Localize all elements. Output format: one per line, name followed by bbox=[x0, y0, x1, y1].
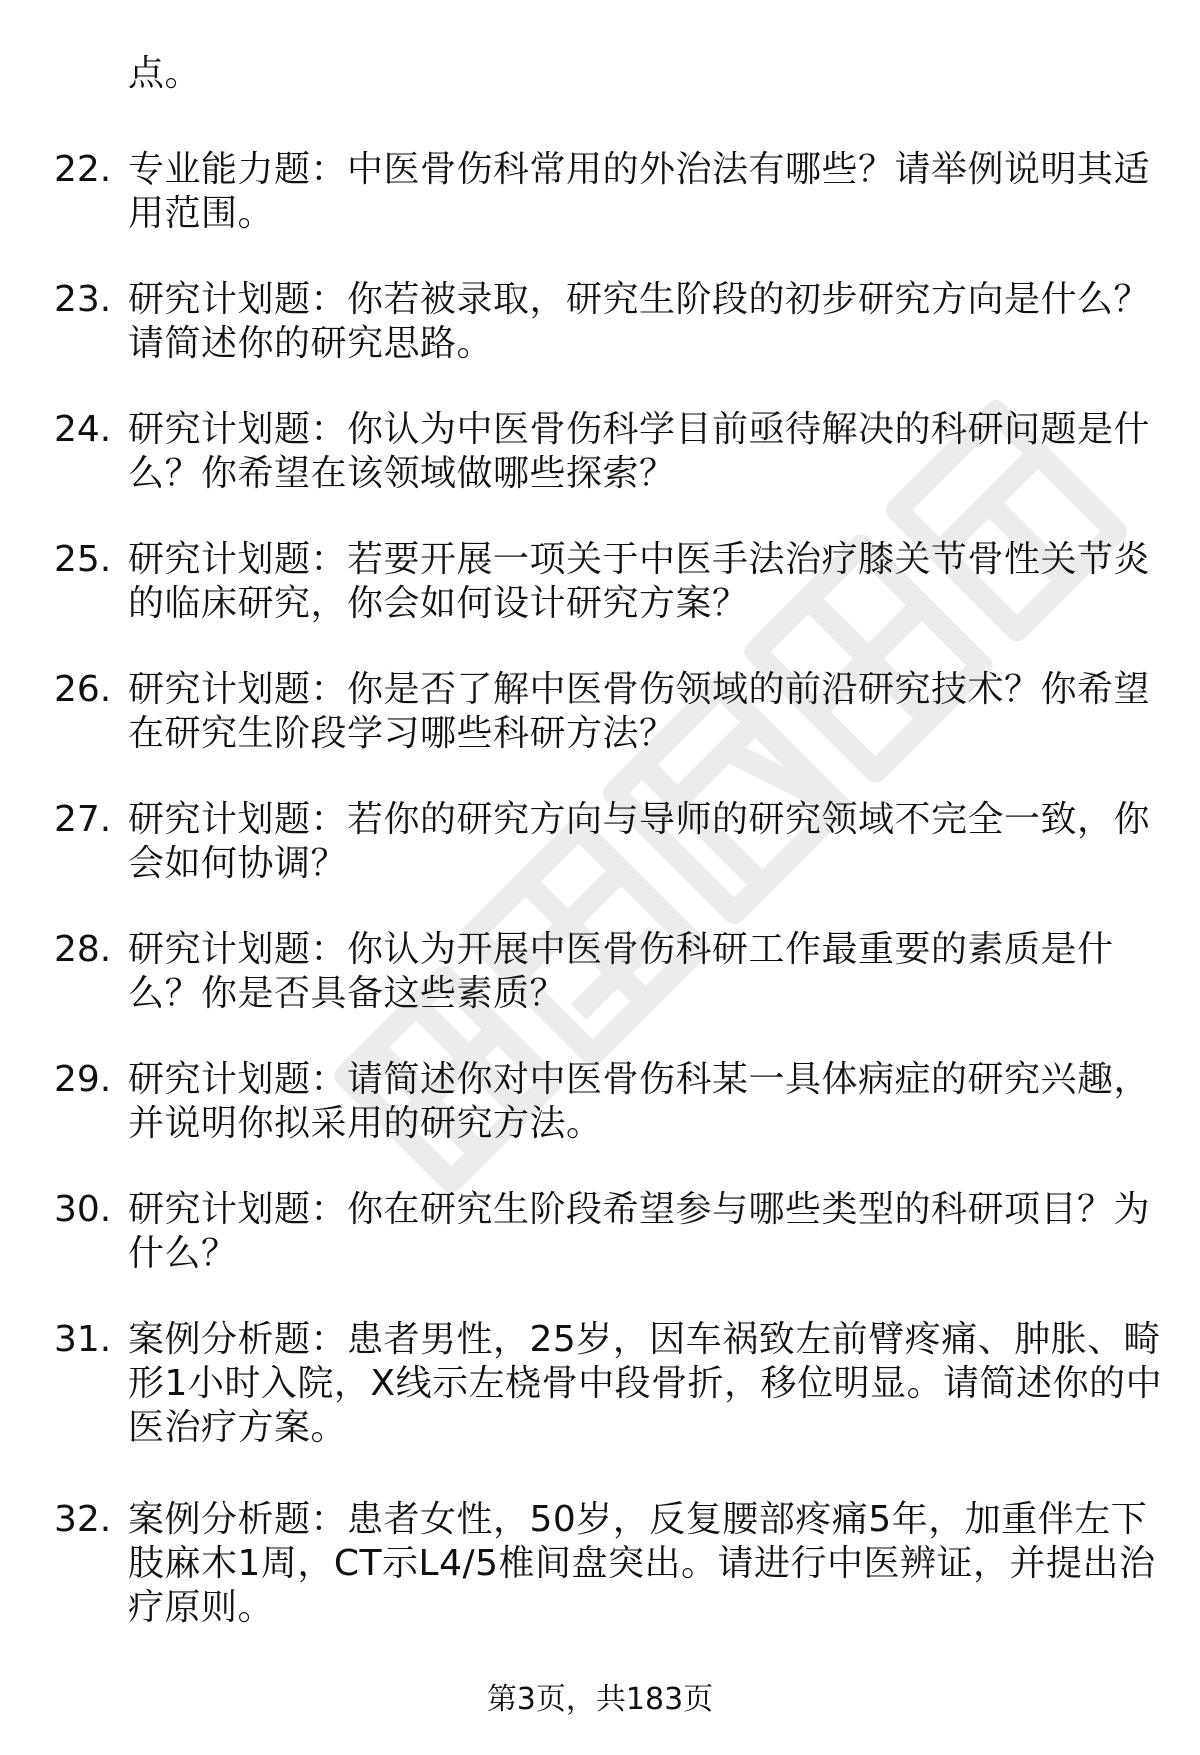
item-text-line: 研究计划题：若你的研究方向与导师的研究领域不完全一致，你 bbox=[128, 799, 1151, 840]
item-text-line: 研究计划题：若要开展一项关于中医手法治疗膝关节骨性关节炎 bbox=[128, 539, 1151, 580]
item-number: 27. bbox=[54, 799, 112, 840]
item-number: 25. bbox=[54, 539, 112, 580]
item-text-line: 用范围。 bbox=[128, 193, 275, 234]
item-text-line: 专业能力题：中医骨伤科常用的外治法有哪些？请举例说明其适 bbox=[128, 149, 1151, 190]
item-text-line: 研究计划题：请简述你对中医骨伤科某一具体病症的研究兴趣， bbox=[128, 1059, 1151, 1100]
continuation-text: 点。 bbox=[128, 53, 202, 94]
item-text-line: 医治疗方案。 bbox=[128, 1407, 348, 1448]
item-number: 31. bbox=[54, 1319, 112, 1360]
item-text-line: 研究计划题：你在研究生阶段希望参与哪些类型的科研项目？为 bbox=[128, 1189, 1151, 1230]
item-text-line: 疗原则。 bbox=[128, 1587, 275, 1628]
item-number: 22. bbox=[54, 149, 112, 190]
item-text-line: 在研究生阶段学习哪些科研方法？ bbox=[128, 713, 676, 754]
item-text-line: 请简述你的研究思路。 bbox=[128, 323, 494, 364]
item-text-line: 的临床研究，你会如何设计研究方案？ bbox=[128, 583, 749, 624]
item-text-line: 肢麻木1周，CT示L4/5椎间盘突出。请进行中医辨证，并提出治 bbox=[128, 1543, 1156, 1584]
item-text-line: 形1小时入院，X线示左桡骨中段骨折，移位明显。请简述你的中 bbox=[128, 1363, 1163, 1404]
item-number: 29. bbox=[54, 1059, 112, 1100]
item-text-line: 案例分析题：患者女性，50岁，反复腰部疼痛5年，加重伴左下 bbox=[128, 1499, 1148, 1540]
item-text-line: 研究计划题：你认为开展中医骨伤科研工作最重要的素质是什 bbox=[128, 929, 1114, 970]
item-text-line: 研究计划题：你若被录取，研究生阶段的初步研究方向是什么？ bbox=[128, 279, 1151, 320]
item-number: 30. bbox=[54, 1189, 112, 1230]
item-number: 26. bbox=[54, 669, 112, 710]
item-text-line: 么？你是否具备这些素质？ bbox=[128, 973, 567, 1014]
item-text-line: 案例分析题：患者男性，25岁，因车祸致左前臂疼痛、肿胀、畸 bbox=[128, 1319, 1161, 1360]
item-number: 24. bbox=[54, 409, 112, 450]
page-number: 第3页，共183页 bbox=[486, 1682, 714, 1717]
item-number: 32. bbox=[54, 1499, 112, 1540]
item-text-line: 会如何协调？ bbox=[128, 843, 348, 884]
item-text-line: 什么？ bbox=[128, 1233, 238, 1274]
item-number: 28. bbox=[54, 929, 112, 970]
item-number: 23. bbox=[54, 279, 112, 320]
item-text-line: 么？你希望在该领域做哪些探索？ bbox=[128, 453, 676, 494]
item-text-line: 研究计划题：你认为中医骨伤科学目前亟待解决的科研问题是什 bbox=[128, 409, 1151, 450]
item-text-line: 并说明你拟采用的研究方法。 bbox=[128, 1103, 603, 1144]
item-text-line: 研究计划题：你是否了解中医骨伤领域的前沿研究技术？你希望 bbox=[128, 669, 1151, 710]
